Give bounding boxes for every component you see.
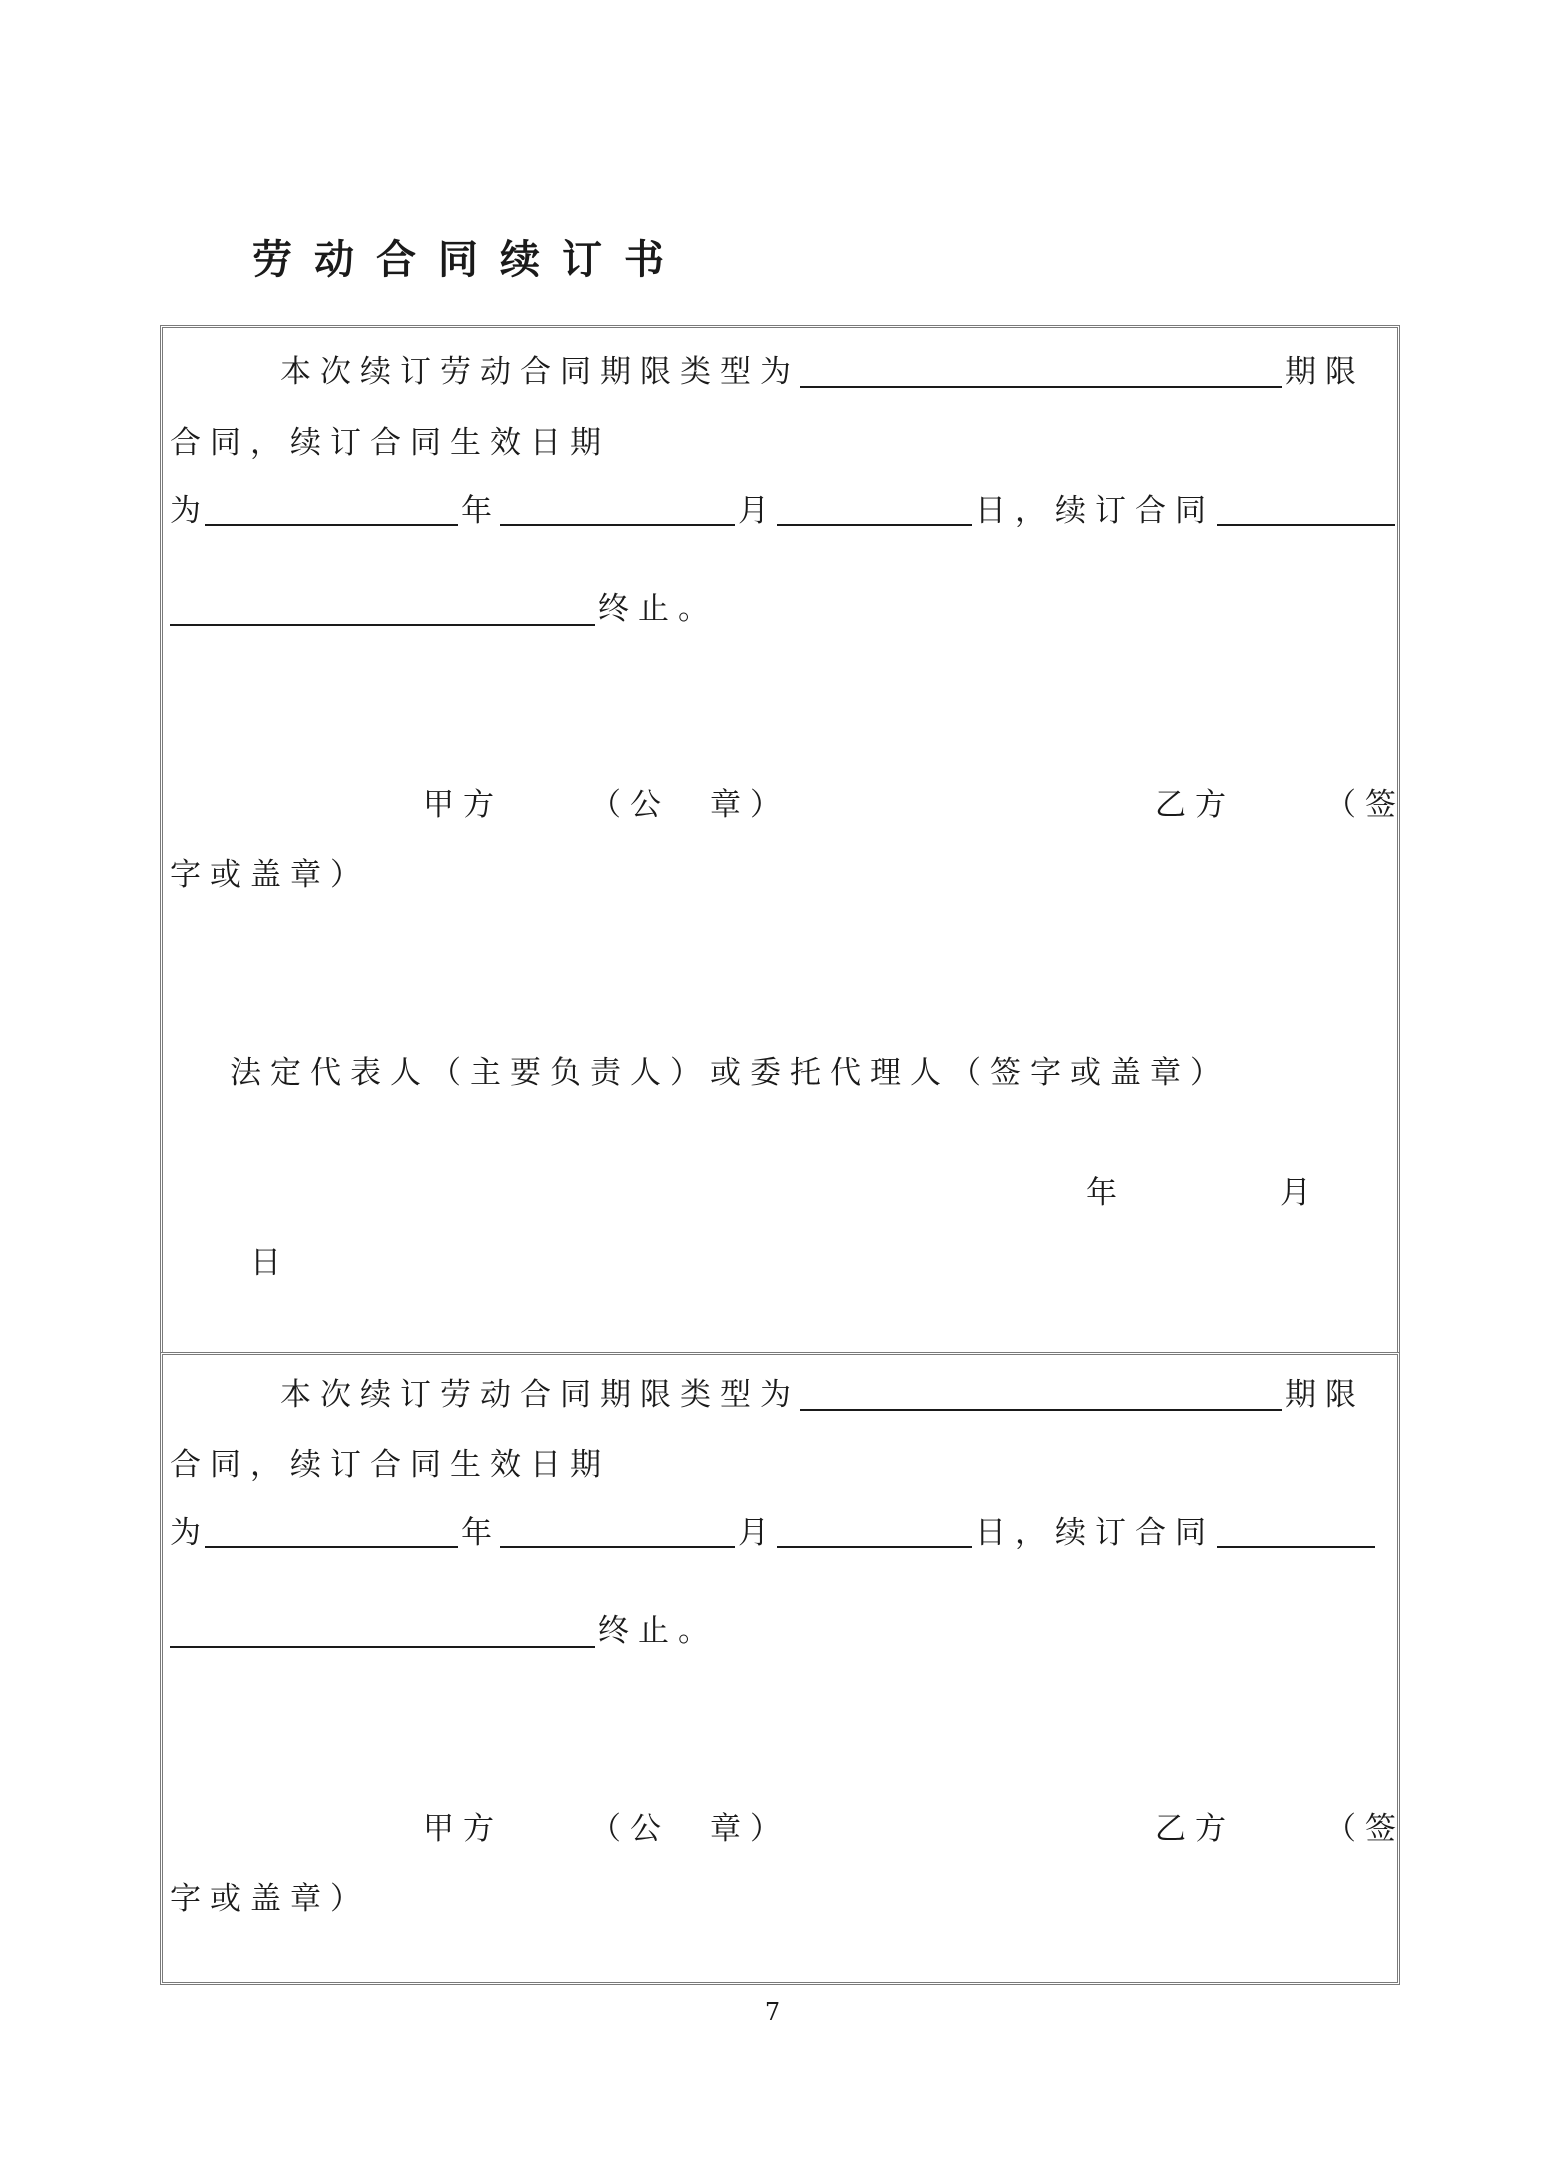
day-renew-label: 日，续订合同 — [975, 1515, 1215, 1551]
month-label: 月 — [738, 1515, 778, 1551]
effective-month-field[interactable] — [500, 1546, 735, 1548]
end-date-field-a[interactable] — [1217, 1546, 1375, 1548]
page-number: 7 — [764, 1998, 781, 2026]
party-b-sign-end: 字或盖章） — [170, 857, 370, 893]
day-renew-label: 日，续订合同 — [975, 493, 1215, 529]
end-date-field-b[interactable] — [170, 1646, 595, 1648]
legal-representative-label: 法定代表人（主要负责人）或委托代理人（签字或盖章） — [230, 1055, 1230, 1091]
sign-date-day: 日 — [250, 1245, 290, 1281]
effective-day-field[interactable] — [777, 1546, 972, 1548]
party-b-label: 乙方 — [1155, 1811, 1235, 1847]
termination-label: 终止。 — [598, 591, 718, 627]
term-type-label: 本次续订劳动合同期限类型为 — [280, 1377, 800, 1413]
year-label: 年 — [461, 1515, 501, 1551]
effective-date-label: 合同，续订合同生效日期 — [170, 425, 610, 461]
page-title: 劳动合同续订书 — [252, 237, 686, 283]
effective-month-field[interactable] — [500, 524, 735, 526]
party-b-sign-start: （签 — [1325, 1811, 1405, 1847]
effective-year-field[interactable] — [205, 1546, 458, 1548]
party-a-label: 甲方 — [423, 787, 503, 823]
end-date-field-a[interactable] — [1217, 524, 1395, 526]
effective-date-label: 合同，续订合同生效日期 — [170, 1447, 610, 1483]
termination-label: 终止。 — [598, 1613, 718, 1649]
party-a-seal: （公 章） — [590, 1811, 790, 1847]
month-label: 月 — [738, 493, 778, 529]
term-type-field[interactable] — [800, 1409, 1282, 1411]
year-label: 年 — [461, 493, 501, 529]
sign-date-month: 月 — [1280, 1175, 1320, 1211]
term-type-suffix: 期限 — [1285, 1377, 1365, 1413]
term-type-field[interactable] — [800, 386, 1282, 388]
effective-date-prefix: 为 — [170, 493, 210, 529]
term-type-suffix: 期限 — [1285, 354, 1365, 390]
party-a-seal: （公 章） — [590, 787, 790, 823]
effective-date-prefix: 为 — [170, 1515, 210, 1551]
renewal-block-1 — [160, 325, 1400, 1355]
party-b-sign-start: （签 — [1325, 787, 1405, 823]
party-b-sign-end: 字或盖章） — [170, 1881, 370, 1917]
effective-year-field[interactable] — [205, 524, 458, 526]
party-a-label: 甲方 — [423, 1811, 503, 1847]
end-date-field-b[interactable] — [170, 624, 595, 626]
term-type-label: 本次续订劳动合同期限类型为 — [280, 354, 800, 390]
party-b-label: 乙方 — [1155, 787, 1235, 823]
sign-date-year: 年 — [1086, 1175, 1126, 1211]
effective-day-field[interactable] — [777, 524, 972, 526]
